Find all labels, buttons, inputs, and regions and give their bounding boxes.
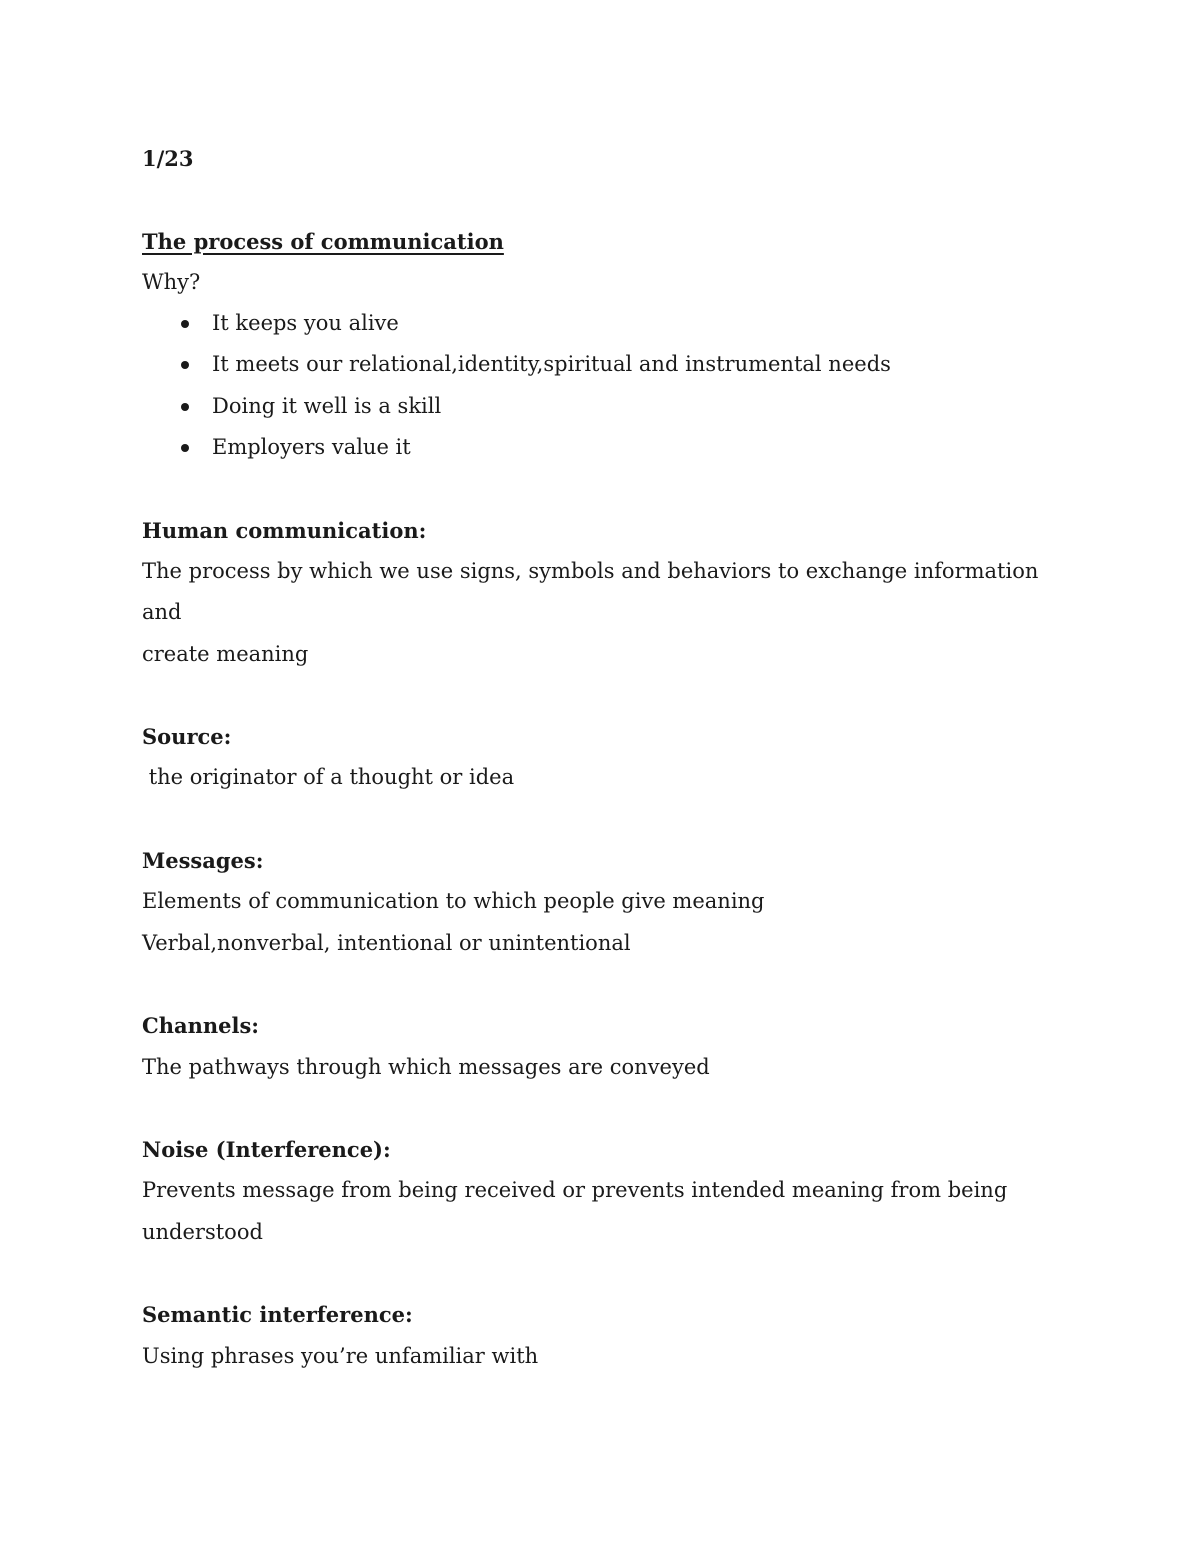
definition-text: Elements of communication to which people give meaning bbox=[142, 889, 765, 914]
list-item bbox=[142, 427, 1082, 468]
intro-question: Why? bbox=[142, 269, 201, 294]
definition-text: create meaning bbox=[142, 641, 309, 666]
definition-text: the originator of a thought or idea bbox=[142, 765, 515, 790]
bullet-icon bbox=[181, 320, 189, 328]
bullet-icon bbox=[181, 361, 189, 369]
list-item-text: It meets our relational,identity,spiritual and instrumental needs bbox=[212, 352, 891, 377]
term-heading: Messages: bbox=[142, 848, 264, 874]
definition-text: Verbal,nonverbal, intentional or unintentional bbox=[142, 930, 631, 955]
term-heading: Semantic interference: bbox=[142, 1302, 413, 1328]
reasons-list bbox=[142, 303, 1082, 468]
spacer bbox=[142, 1253, 1082, 1294]
note-date: 1/23 bbox=[142, 146, 194, 171]
spacer bbox=[142, 964, 1082, 1005]
list-item-text: Employers value it bbox=[212, 435, 411, 460]
spacer bbox=[142, 179, 1082, 220]
bullet-icon bbox=[181, 444, 189, 452]
definition-text: The process by which we use signs, symbols and behaviors to exchange information and bbox=[142, 558, 1046, 625]
term-heading: Source: bbox=[142, 724, 232, 750]
definition-text: understood bbox=[142, 1219, 263, 1244]
spacer bbox=[142, 1088, 1082, 1129]
term-heading: Human communication: bbox=[142, 517, 427, 543]
list-item bbox=[142, 386, 1082, 427]
list-item-text: It keeps you alive bbox=[212, 311, 399, 336]
list-item bbox=[142, 344, 1082, 385]
note-title: The process of communication bbox=[142, 228, 504, 254]
definition-text: Prevents message from being received or prevents intended meaning from being bbox=[142, 1178, 1008, 1203]
spacer bbox=[142, 799, 1082, 840]
definition-text: Using phrases you’re unfamiliar with bbox=[142, 1343, 539, 1368]
term-heading: Channels: bbox=[142, 1013, 260, 1039]
document-body bbox=[142, 138, 1082, 1377]
bullet-icon bbox=[181, 403, 189, 411]
spacer bbox=[142, 468, 1082, 509]
spacer bbox=[142, 675, 1082, 716]
list-item bbox=[142, 303, 1082, 344]
list-item-text: Doing it well is a skill bbox=[212, 393, 442, 418]
definition-text: The pathways through which messages are conveyed bbox=[142, 1054, 710, 1079]
term-heading: Noise (Interference): bbox=[142, 1137, 391, 1163]
